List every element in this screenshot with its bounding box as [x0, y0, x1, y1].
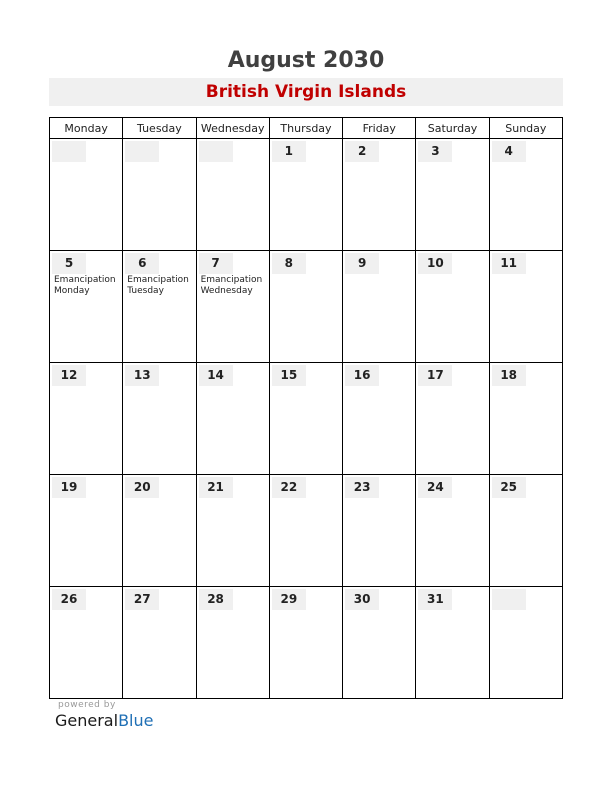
day-cell — [50, 251, 123, 363]
week-row — [50, 139, 563, 251]
day-cell — [50, 475, 123, 587]
holiday-label: Emancipation Wednesday — [200, 275, 263, 296]
day-number: 8 — [272, 253, 306, 274]
day-number — [52, 141, 86, 162]
generalblue-logo[interactable] — [55, 711, 153, 730]
region-banner — [49, 78, 563, 106]
day-cell — [343, 139, 416, 251]
day-cell — [343, 587, 416, 699]
day-number: 15 — [272, 365, 306, 386]
day-cell — [489, 251, 562, 363]
day-number: 28 — [199, 589, 233, 610]
weekday-header: Tuesday — [123, 118, 196, 139]
day-cell — [343, 251, 416, 363]
day-number — [199, 141, 233, 162]
day-number: 25 — [492, 477, 526, 498]
holiday-label: Emancipation Tuesday — [127, 275, 189, 296]
week-row — [50, 475, 563, 587]
day-cell — [50, 363, 123, 475]
day-cell — [269, 587, 342, 699]
day-cell — [123, 587, 196, 699]
day-cell — [489, 475, 562, 587]
footer-branding — [55, 700, 153, 730]
day-cell — [123, 475, 196, 587]
day-cell — [489, 139, 562, 251]
day-cell — [196, 363, 269, 475]
day-number: 21 — [199, 477, 233, 498]
day-cell — [50, 139, 123, 251]
day-cell — [50, 587, 123, 699]
day-number: 19 — [52, 477, 86, 498]
day-number: 12 — [52, 365, 86, 386]
powered-by-text: powered by — [58, 700, 116, 710]
day-cell — [123, 139, 196, 251]
holiday-label: Emancipation Monday — [54, 275, 116, 296]
day-number: 5 — [52, 253, 86, 274]
day-number: 24 — [418, 477, 452, 498]
day-cell — [269, 251, 342, 363]
day-number: 31 — [418, 589, 452, 610]
week-row — [50, 587, 563, 699]
weekday-header: Saturday — [416, 118, 489, 139]
day-number: 26 — [52, 589, 86, 610]
brand-general-text: General — [55, 711, 119, 730]
day-cell — [343, 363, 416, 475]
day-number: 29 — [272, 589, 306, 610]
day-cell — [123, 363, 196, 475]
day-cell — [343, 475, 416, 587]
day-number: 3 — [418, 141, 452, 162]
weekday-header: Thursday — [269, 118, 342, 139]
weekday-header: Friday — [343, 118, 416, 139]
day-cell — [269, 475, 342, 587]
day-cell — [196, 251, 269, 363]
day-number: 20 — [125, 477, 159, 498]
day-number: 22 — [272, 477, 306, 498]
day-number: 6 — [125, 253, 159, 274]
weekday-header: Monday — [50, 118, 123, 139]
day-number: 16 — [345, 365, 379, 386]
week-row — [50, 363, 563, 475]
weekday-header: Wednesday — [196, 118, 269, 139]
day-number: 27 — [125, 589, 159, 610]
day-cell — [416, 587, 489, 699]
day-number: 30 — [345, 589, 379, 610]
day-cell — [123, 251, 196, 363]
month-title: August 2030 — [227, 48, 385, 73]
calendar-grid — [49, 117, 563, 699]
weekday-header: Sunday — [489, 118, 562, 139]
day-cell — [196, 139, 269, 251]
day-number: 1 — [272, 141, 306, 162]
week-row — [50, 251, 563, 363]
day-cell — [196, 475, 269, 587]
day-number — [492, 589, 526, 610]
day-cell — [269, 363, 342, 475]
day-cell — [416, 139, 489, 251]
day-number: 9 — [345, 253, 379, 274]
day-cell — [416, 251, 489, 363]
day-cell — [416, 475, 489, 587]
day-cell — [489, 587, 562, 699]
day-cell — [416, 363, 489, 475]
day-number: 13 — [125, 365, 159, 386]
day-number: 7 — [199, 253, 233, 274]
day-number — [125, 141, 159, 162]
day-number: 18 — [492, 365, 526, 386]
day-number: 11 — [492, 253, 526, 274]
day-number: 23 — [345, 477, 379, 498]
day-cell — [489, 363, 562, 475]
brand-blue-text: Blue — [118, 711, 154, 730]
day-number: 2 — [345, 141, 379, 162]
day-cell — [269, 139, 342, 251]
region-title: British Virgin Islands — [205, 82, 407, 102]
day-cell — [196, 587, 269, 699]
day-number: 10 — [418, 253, 452, 274]
day-number: 4 — [492, 141, 526, 162]
day-number: 14 — [199, 365, 233, 386]
weekday-header-row — [50, 118, 563, 139]
day-number: 17 — [418, 365, 452, 386]
